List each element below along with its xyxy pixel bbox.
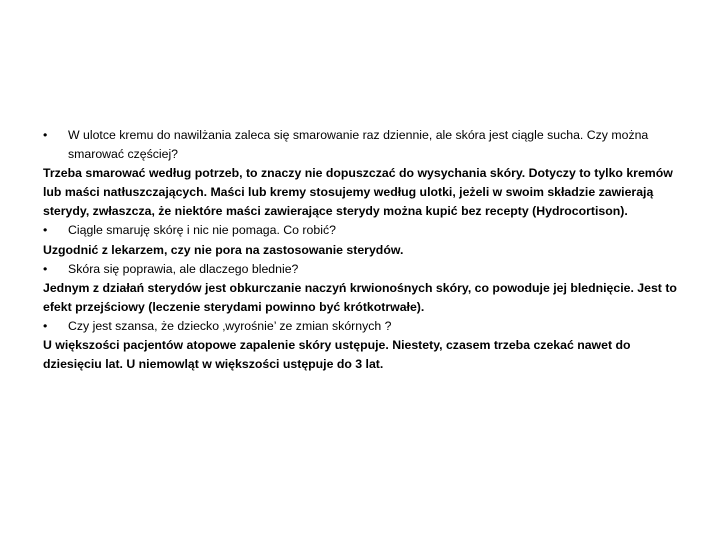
question-text: Skóra się poprawia, ale dlaczego blednie? — [68, 261, 299, 276]
question-text: Czy jest szansa, że dziecko ‚wyrośnie’ ze zmian skórnych ? — [68, 318, 392, 333]
faq-answer-1: Trzeba smarować według potrzeb, to znaczy nie dopuszczać do wysychania skóry. Dotyczy to tylko kremów lub maści natłuszczających. Maści lub kremy stosujemy według ulotki, jeżeli w swoim składzie zawierają sterydy, zwłaszcza, że niektóre maści zawierające sterydy można kupić bez recepty (Hydrocortison). — [43, 166, 673, 219]
faq-content — [43, 126, 679, 374]
faq-answer-4: U większości pacjentów atopowe zapalenie skóry ustępuje. Niestety, czasem trzeba czekać nawet do dziesięciu lat. U niemowląt w większości ustępuje do 3 lat. — [43, 338, 631, 372]
faq-question-1 — [43, 126, 679, 164]
question-text: W ulotce kremu do nawilżania zaleca się smarowanie raz dziennie, ale skóra jest ciągle sucha. Czy można smarować częściej? — [68, 128, 649, 162]
bullet-icon: • — [43, 128, 48, 142]
faq-question-4 — [43, 317, 679, 336]
bullet-icon: • — [43, 261, 48, 276]
faq-question-2 — [43, 221, 679, 240]
question-text: Ciągle smaruję skórę i nic nie pomaga. Co robić? — [68, 223, 336, 238]
faq-answer-2: Uzgodnić z lekarzem, czy nie pora na zastosowanie sterydów. — [43, 242, 404, 257]
faq-question-3 — [43, 260, 679, 279]
bullet-icon: • — [43, 318, 48, 333]
faq-answer-3: Jednym z działań sterydów jest obkurczanie naczyń krwionośnych skóry, co powoduje jej blednięcie. Jest to efekt przejściowy (leczenie sterydami powinno być krótkotrwałe). — [43, 280, 677, 314]
bullet-icon: • — [43, 223, 48, 238]
